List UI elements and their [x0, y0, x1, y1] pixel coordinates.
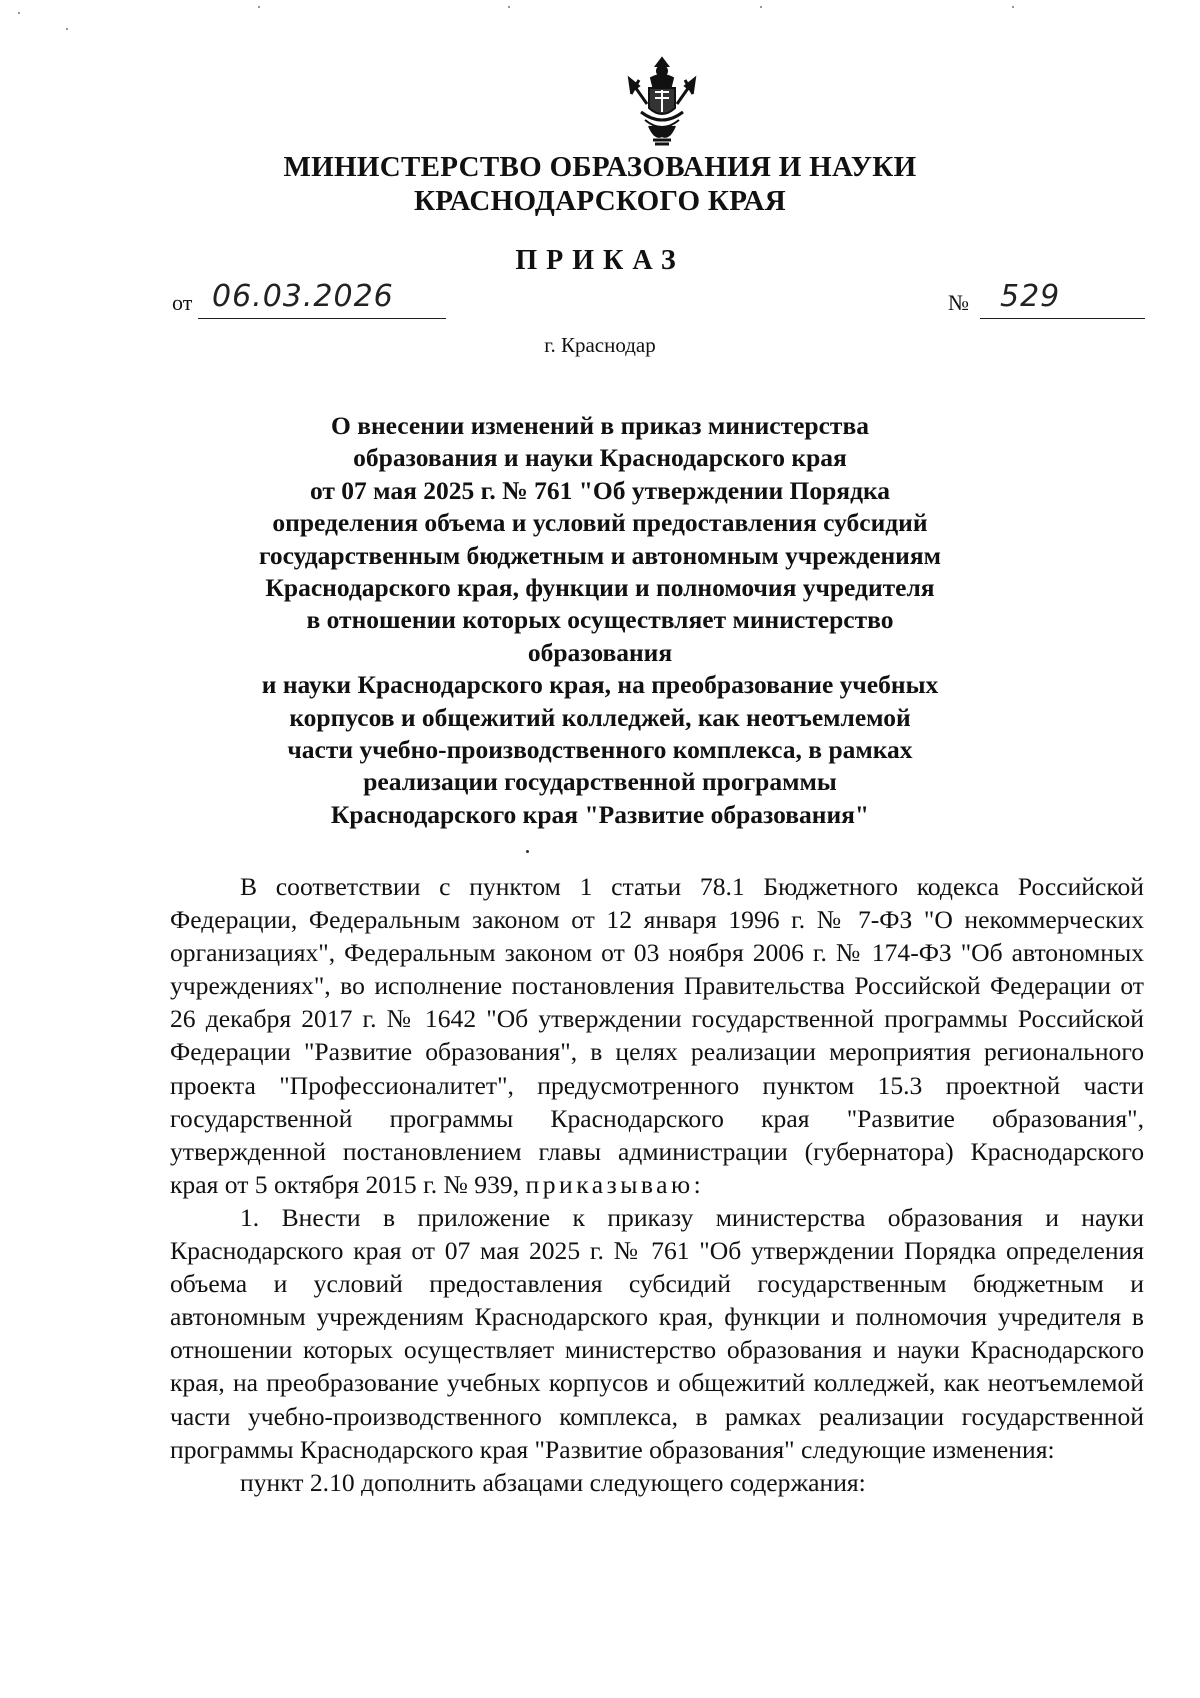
scan-speck	[508, 6, 510, 8]
item-1-subparagraph: пункт 2.10 дополнить абзацами следующего содержания:	[240, 1467, 866, 1497]
subject-line: корпусов и общежитий колледжей, как неотъемлемой	[289, 702, 911, 732]
subject-line: О внесении изменений в приказ министерства	[331, 411, 869, 440]
subject-line: государственным бюджетным и автономным учреждениям	[258, 540, 942, 570]
subject-line: и науки Краснодарского края, на преобразование учебных	[261, 670, 939, 700]
scan-speck	[526, 850, 529, 853]
number-underline	[980, 318, 1145, 319]
subject-line: Краснодарского края "Развитие образования"	[330, 799, 870, 829]
subject-line: части учебно-производственного комплекса, в рамках	[287, 735, 913, 765]
coat-of-arms-emblem	[625, 56, 699, 148]
handwritten-date: 06.03.2026	[212, 279, 394, 314]
subject-line: в отношении которых осуществляет министерство образования	[306, 605, 894, 667]
scan-speck	[258, 6, 260, 8]
number-prefix: №	[948, 290, 969, 315]
subject-line: Краснодарского края, функции и полномочия учредителя	[265, 573, 935, 603]
subject-line: образования и науки Краснодарского края	[353, 443, 847, 473]
subject-line: определения объема и условий предоставления субсидий	[272, 508, 928, 538]
scan-speck	[66, 28, 68, 30]
order-title: ПРИКАЗ	[515, 245, 685, 276]
order-body	[170, 870, 1144, 1499]
ministry-name-line1: МИНИСТЕРСТВО ОБРАЗОВАНИЯ И НАУКИ	[283, 151, 917, 183]
date-prefix: от	[172, 290, 193, 315]
date-underline	[198, 318, 446, 319]
preamble-text: В соответствии с пунктом 1 статьи 78.1 Бюджетного кодекса Российской Федерации, Федеральным законом от 12 января 1996 г. № 7-ФЗ "О некоммерческих организациях", Федеральным законом от 03 ноября 2006 г. № 174-ФЗ "Об автономных учреждениях", во исполнение постановления Правительства Российской Федерации от 26 декабря 2017 г. № 1642 "Об утверждении государственной программы Российской Федерации "Развитие образования", в целях реализации мероприятия регионального проекта "Профессионалитет", предусмотренного пунктом 15.3 проектной части государственной программы Краснодарского края "Развитие образования", утвержденной постановлением главы администрации (губернатора) Краснодарского края от 5 октября 2015 г. № 939,	[170, 872, 1144, 1199]
item-1-paragraph: 1. Внести в приложение к приказу министерства образования и науки Краснодарского края от 07 мая 2025 г. № 761 "Об утверждении Порядка определения объема и условий предоставления субсидий государственным бюджетным и автономным учреждениям Краснодарского края, функции и полномочия учредителя в отношении которых осуществляет министерство образования и науки Краснодарского края, на преобразование учебных корпусов и общежитий колледжей, как неотъемлемой части учебно-производственного комплекса, в рамках реализации государственной программы Краснодарского края "Развитие образования" следующие изменения:	[170, 1202, 1144, 1464]
order-subject	[240, 410, 960, 831]
handwritten-order-number: 529	[1000, 279, 1061, 314]
subject-line: от 07 мая 2025 г. № 761 "Об утверждении Порядка	[309, 475, 891, 505]
order-verb: приказываю:	[525, 1169, 705, 1199]
preamble-paragraph	[170, 870, 1144, 1201]
city-line: г. Краснодар	[544, 333, 656, 357]
scan-speck	[1012, 6, 1014, 8]
scan-speck	[760, 6, 762, 8]
scan-speck	[18, 12, 20, 14]
ministry-name-line2: КРАСНОДАРСКОГО КРАЯ	[413, 185, 787, 217]
subject-line: реализации государственной программы	[363, 767, 837, 797]
